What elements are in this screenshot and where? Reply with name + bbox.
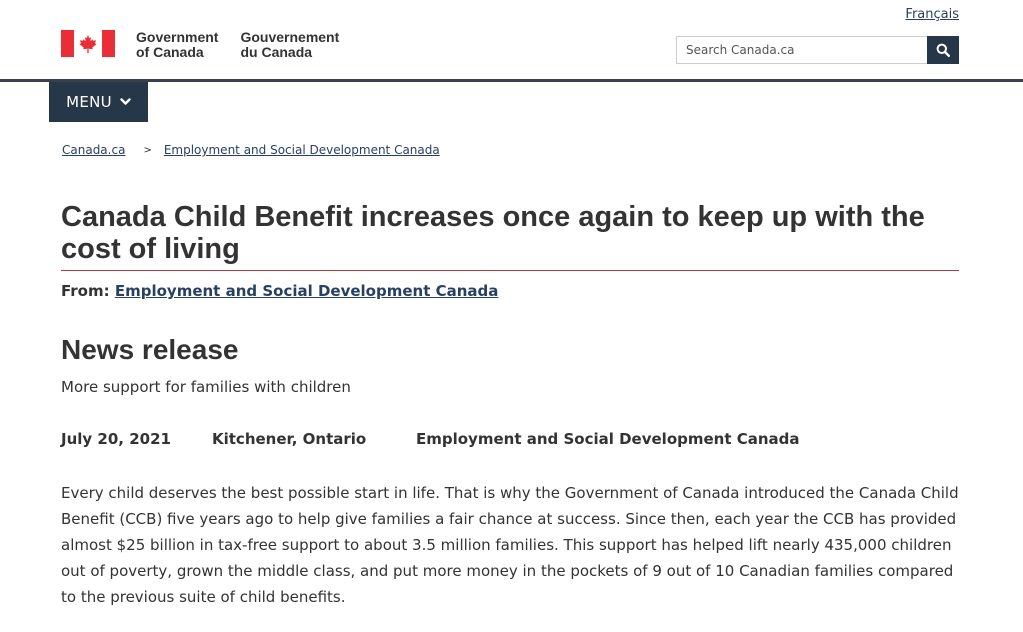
search-form <box>676 36 959 64</box>
release-date: July 20, 2021 <box>61 430 171 448</box>
breadcrumb-link-canada[interactable]: Canada.ca <box>62 143 126 157</box>
breadcrumb-link-esdc[interactable]: Employment and Social Development Canada <box>163 143 440 157</box>
from-line <box>61 282 498 300</box>
signature-en-line1: Government <box>136 29 219 45</box>
breadcrumb <box>62 143 440 157</box>
article-paragraph: Every child deserves the best possible start in life. That is why the Government of Canada introduced the Canada Child Benefit (CCB) five years ago to help give families a fair chance at success. Since then, each year the CCB has provided almost $25 billion in tax-free support to about 3.5 million families. This support has helped lift nearly 435,000 children out of poverty, grown the middle class, and put more money in the pockets of 9 out of 10 Canadian families compared to the previous suite of child benefits. <box>61 484 959 606</box>
release-department: Employment and Social Development Canada <box>416 430 800 448</box>
language-toggle-link[interactable]: Français <box>905 7 959 22</box>
site-header <box>0 0 1023 82</box>
title-divider <box>61 270 959 271</box>
menu-label: MENU <box>66 93 112 111</box>
signature-english <box>136 30 218 60</box>
signature-french <box>240 30 339 60</box>
government-signature[interactable] <box>61 30 339 60</box>
page-title: Canada Child Benefit increases once again to keep up with the cost of living <box>61 201 925 265</box>
from-department-link[interactable]: Employment and Social Development Canada <box>114 282 499 300</box>
section-heading: News release <box>61 334 239 365</box>
search-input[interactable] <box>676 36 927 64</box>
chevron-down-icon <box>120 98 131 106</box>
menu-button[interactable] <box>49 82 148 122</box>
release-subtitle: More support for families with children <box>61 378 351 396</box>
signature-en-line2: of Canada <box>136 44 204 60</box>
canada-flag-icon <box>61 30 115 57</box>
signature-fr-line2: du Canada <box>240 44 313 60</box>
search-button[interactable] <box>927 36 959 64</box>
search-icon <box>936 43 950 57</box>
breadcrumb-separator: > <box>143 144 152 156</box>
from-label: From: <box>61 282 110 300</box>
release-location: Kitchener, Ontario <box>212 430 367 448</box>
signature-fr-line1: Gouvernement <box>240 29 340 45</box>
